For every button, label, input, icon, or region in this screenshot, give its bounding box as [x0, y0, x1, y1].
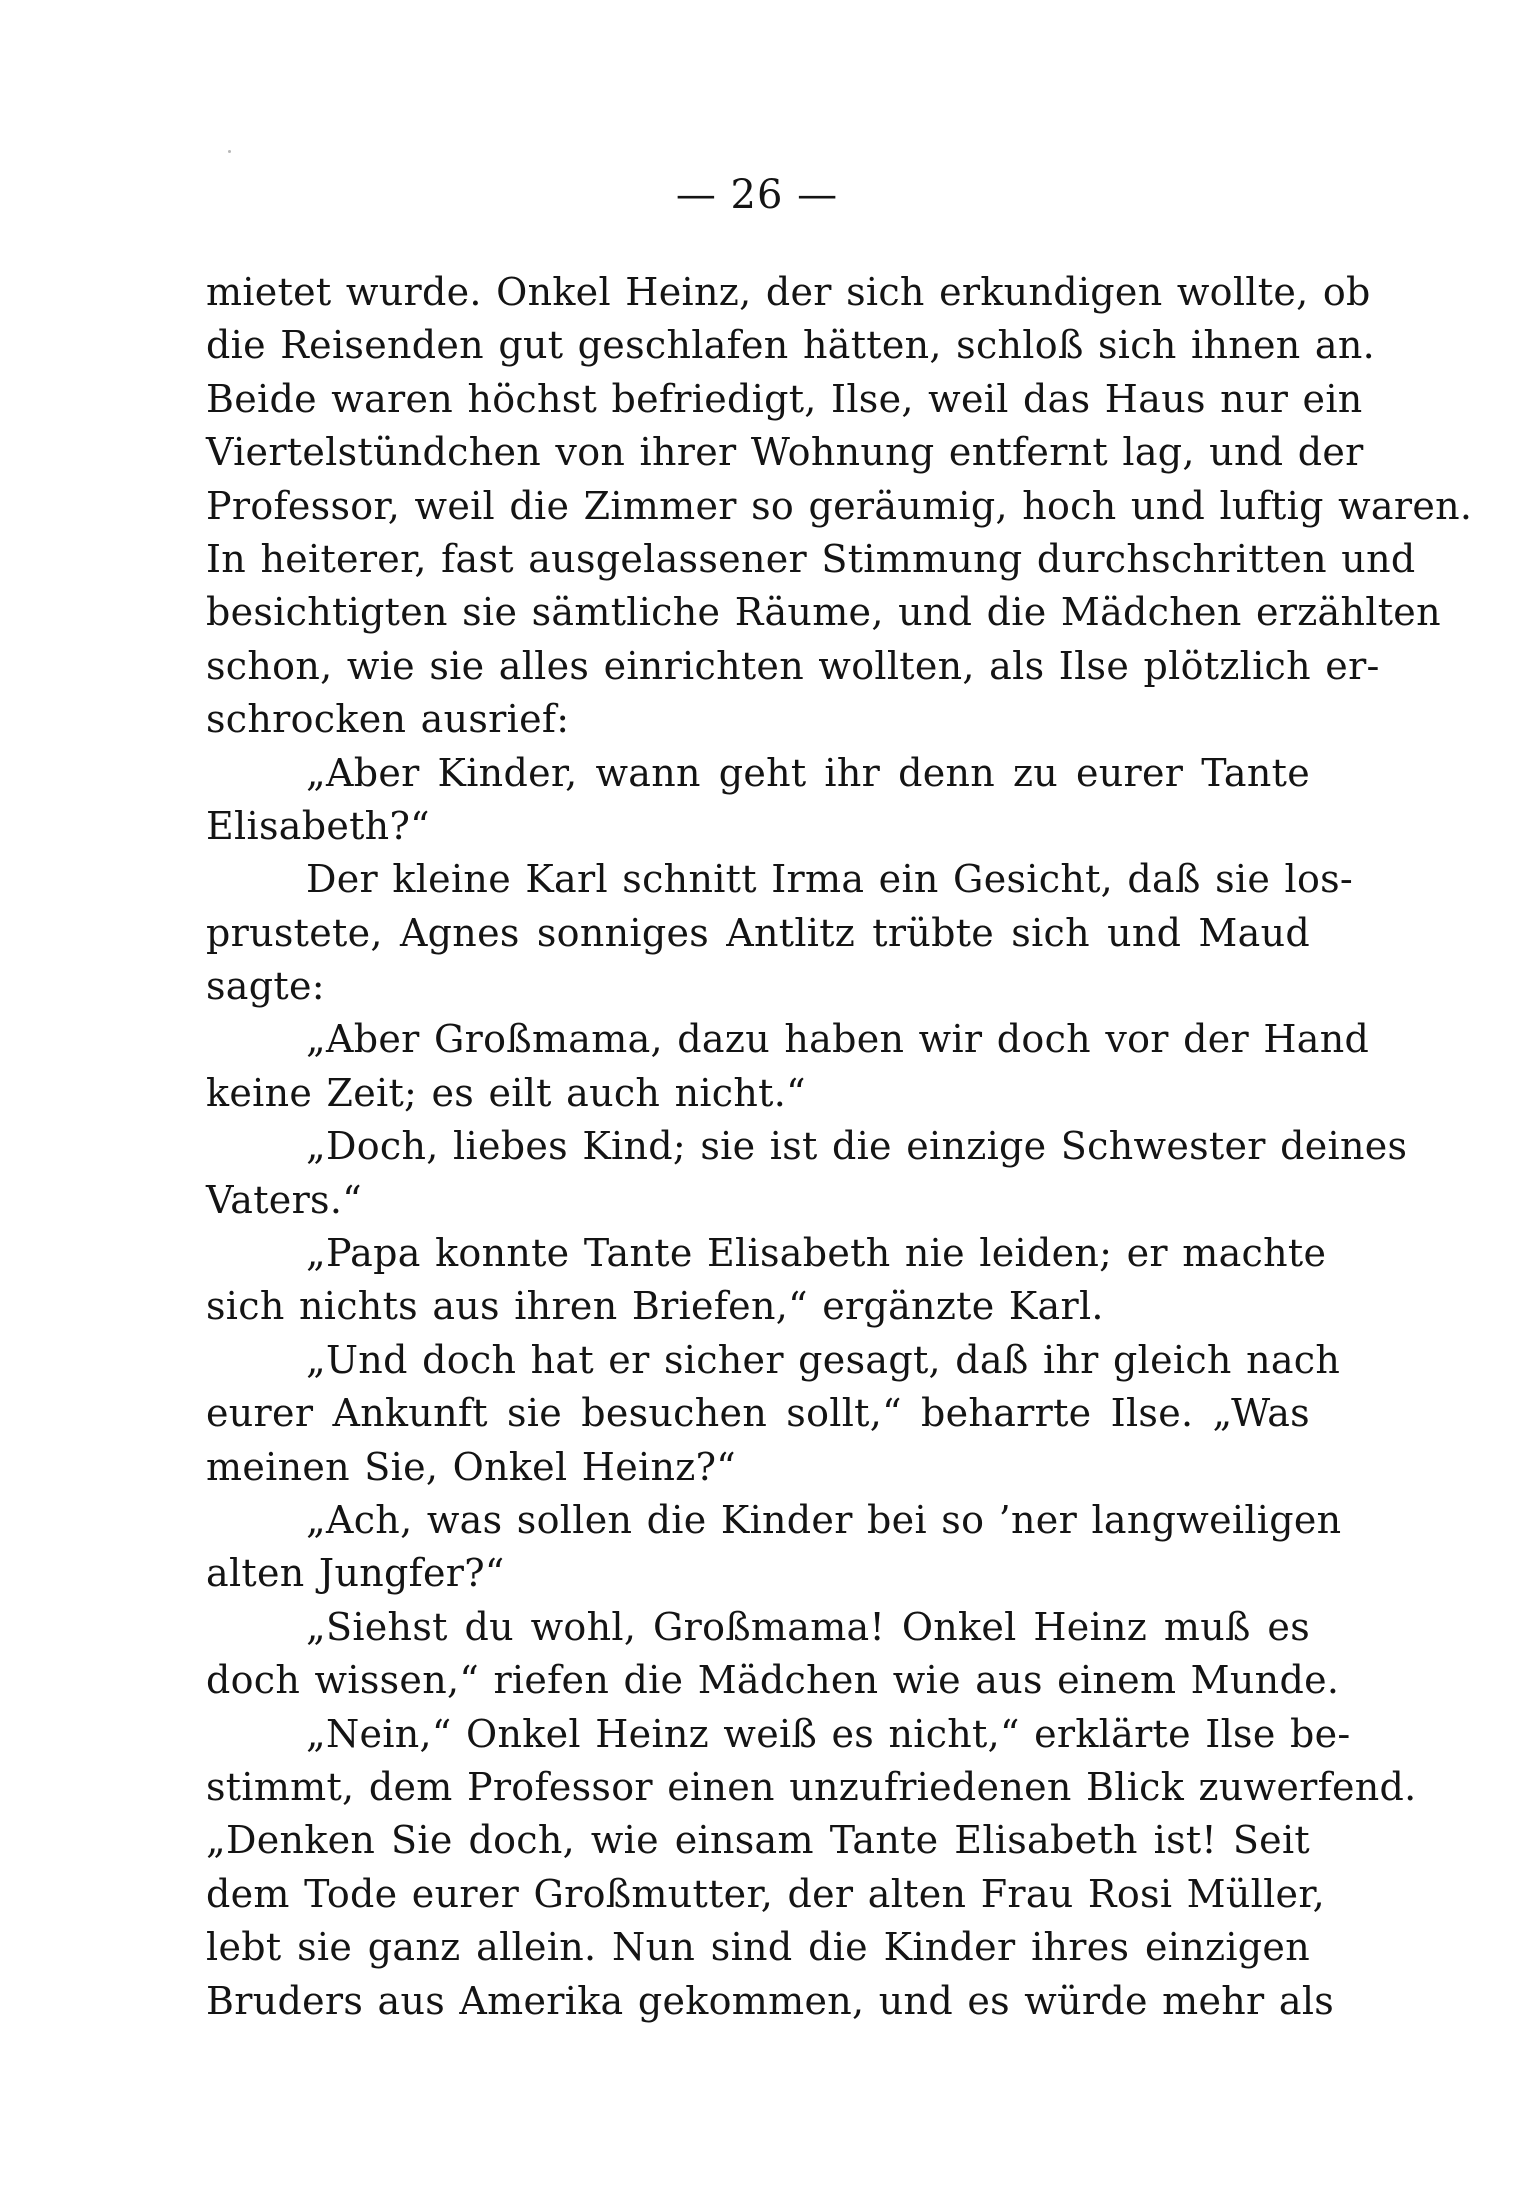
text-line: die Reisenden gut geschlafen hätten, schloß sich ihnen an. — [206, 323, 1376, 368]
text-line: mietet wurde. Onkel Heinz, der sich erkundigen wollte, ob — [206, 270, 1371, 314]
body-text — [206, 266, 1473, 2028]
text-line: „Siehst du wohl, Großmama! Onkel Heinz muß es — [306, 1604, 1310, 1649]
text-line: Beide waren höchst befriedigt, Ilse, weil das Haus nur ein — [206, 376, 1363, 421]
text-line: alten Jungfer?“ — [206, 1551, 505, 1596]
text-line: Bruders aus Amerika gekommen, und es würde mehr als — [206, 1978, 1335, 2023]
page-number: — 26 — — [675, 172, 839, 218]
text-line: eurer Ankunft sie besuchen sollt,“ beharrte Ilse. „Was — [206, 1391, 1310, 1436]
text-line: dem Tode eurer Großmutter, der alten Frau Rosi Müller, — [206, 1871, 1326, 1916]
text-line: „Aber Kinder, wann geht ihr denn zu eurer Tante — [306, 750, 1310, 795]
text-line: meinen Sie, Onkel Heinz?“ — [206, 1444, 736, 1489]
text-line: „Doch, liebes Kind; sie ist die einzige Schwester deines — [306, 1124, 1408, 1169]
text-line: „Und doch hat er sicher gesagt, daß ihr gleich nach — [306, 1337, 1341, 1382]
text-line: schrocken ausrief: — [206, 697, 570, 742]
text-line: doch wissen,“ riefen die Mädchen wie aus einem Munde. — [206, 1658, 1340, 1703]
text-line: lebt sie ganz allein. Nun sind die Kinder ihres einzigen — [206, 1925, 1310, 1970]
text-line: „Papa konnte Tante Elisabeth nie leiden; er machte — [306, 1231, 1327, 1276]
text-line: „Ach, was sollen die Kinder bei so ’ner langweiligen — [306, 1497, 1342, 1542]
text-line: In heiterer, fast ausgelassener Stimmung durchschritten und — [206, 536, 1416, 581]
text-line: Vaters.“ — [206, 1177, 362, 1222]
text-line: keine Zeit; es eilt auch nicht.“ — [206, 1070, 806, 1115]
text-line: Viertelstündchen von ihrer Wohnung entfernt lag, und der — [206, 430, 1364, 475]
text-line: prustete, Agnes sonniges Antlitz trübte sich und Maud — [206, 910, 1310, 955]
text-line: Der kleine Karl schnitt Irma ein Gesicht, daß sie los- — [306, 857, 1354, 902]
text-line: besichtigten sie sämtliche Räume, und die Mädchen erzählten — [206, 590, 1441, 635]
text-line: „Aber Großmama, dazu haben wir doch vor der Hand — [306, 1017, 1370, 1062]
text-line: Professor, weil die Zimmer so geräumig, hoch und luftig waren. — [206, 483, 1473, 528]
text-line: schon, wie sie alles einrichten wollten, als Ilse plötzlich er- — [206, 643, 1380, 688]
paper-speck — [228, 150, 231, 153]
text-line: sich nichts aus ihren Briefen,“ ergänzte Karl. — [206, 1284, 1104, 1329]
text-line: „Nein,“ Onkel Heinz weiß es nicht,“ erklärte Ilse be- — [306, 1711, 1351, 1756]
text-line: Elisabeth?“ — [206, 803, 430, 848]
text-line: stimmt, dem Professor einen unzufriedenen Blick zuwerfend. — [206, 1764, 1417, 1809]
text-line: sagte: — [206, 964, 325, 1009]
text-line: „Denken Sie doch, wie einsam Tante Elisabeth ist! Seit — [206, 1818, 1310, 1863]
